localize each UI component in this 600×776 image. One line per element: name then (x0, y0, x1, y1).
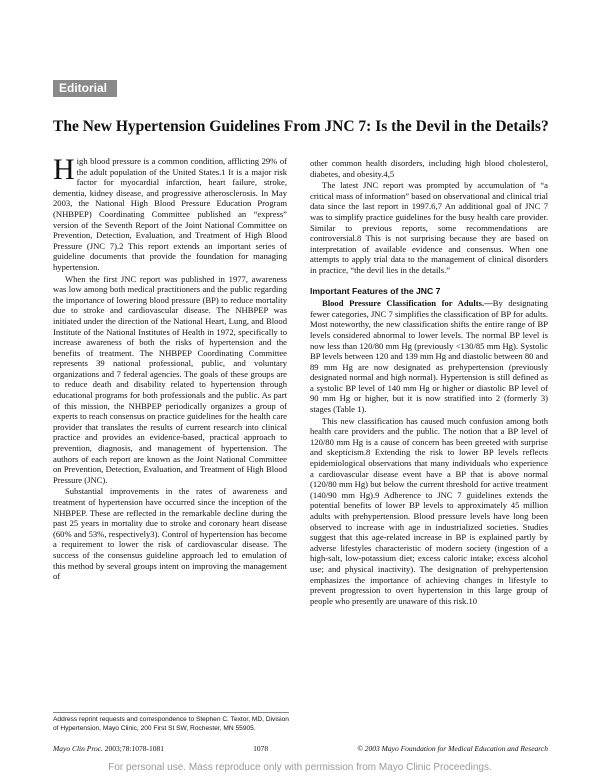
paragraph: Substantial improvements in the rates of awareness and treatment of hypertension have occurred since the inception of the NHBPEP. These are reflected in the remarkable decline during the past 25 years in mortality due to stroke and coronary heart disease (60% and 53%, respectively3). Control of hypertension has become a requirement to lower the risk of cardiovascular disease. The success of the consensus guideline approach led to emulation of this method by several groups intent on improving the management of (53, 486, 287, 582)
drop-cap: H (53, 153, 75, 186)
watermark: For personal use. Mass reproduce only with permission from Mayo Clinic Proceedings. (108, 762, 492, 773)
paragraph: other common health disorders, including high blood cholesterol, diabetes, and obesity.4,5 (310, 158, 548, 179)
copyright: © 2003 Mayo Foundation for Medical Education and Research (357, 744, 548, 753)
subsection-heading: Blood Pressure Classification for Adults.— (322, 298, 493, 309)
correspondence-footnote: Address reprint requests and correspondence to Stephen C. Textor, MD, Division of Hypertension, Mayo Clinic, 200 First St SW, Rochester, MN 55905. (53, 712, 289, 733)
section-heading: Important Features of the JNC 7 (310, 285, 441, 296)
left-column (53, 153, 287, 756)
section-tag: Editorial (53, 80, 117, 97)
paragraph: This new classification has caused much confusion among both health care providers and the public. The notion that a BP level of 120/80 mm Hg is a cause of concern has been greeted with surprise and skepticism.8 Extending the risk to lower BP levels reflects epidemiological observations that many individuals who experience a cardiovascular disease event have a BP that is above normal (120/80 mm Hg) but below the current threshold for active treatment (140/90 mm Hg).9 Adherence to JNC 7 guidelines extends the potential benefits of lower BP levels to approximately 45 million adults with prehypertension. Blood pressure levels have long been observed to increase with age in industrialized societies. Studies suggest that this age-related increase in BP is explained partly by adverse lifestyles characteristic of modern society (ingestion of a high-salt, low-potassium diet; excess caloric intake; excess alcohol use; and physical inactivity). The designation of prehypertension emphasizes the importance of achieving changes in lifestyle to prevent progression to overt hypertension in this large group of people who presently are unaware of this risk.10 (310, 415, 548, 606)
journal-citation: Mayo Clin Proc. 2003;78:1078-1081 (53, 744, 164, 753)
paragraph: High blood pressure is a common condition, afflicting 29% of the adult population of the United States.1 It is a major risk factor for myocardial infarction, heart failure, stroke, dementia, kidney disease, and progressive atherosclerosis. In May 2003, the National High Blood Pressure Education Program (NHBPEP) Coordinating Committee published an “express” version of the Seventh Report of the Joint National Committee on Prevention, Detection, Evaluation, and Treatment of High Blood Pressure (JNC 7).2 This report extends an important series of guideline documents that provide the foundation for managing hypertension. (53, 153, 287, 272)
page-footer (53, 744, 548, 753)
paragraph: Blood Pressure Classification for Adults.—By designating fewer categories, JNC 7 simplifies the classification of BP for adults. Most noteworthy, the new classification shifts the entire range of BP levels considered abnormal to lower levels. The normal BP level is now less than 120/80 mm Hg (previously <130/85 mm Hg). Systolic BP levels between 120 and 139 mm Hg and diastolic between 80 and 89 mm Hg are now designated as prehypertension (previously designated normal and high normal). Hypertension is still defined as a systolic BP level of 140 mm Hg or higher or diastolic BP level of 90 mm Hg or higher, but it is now stratified into 2 (formerly 3) stages (Table 1). (310, 298, 548, 415)
page-number: 1078 (253, 744, 269, 753)
paragraph: The latest JNC report was prompted by accumulation of “a critical mass of information” based on observational and clinical trial data since the last report in 1997.6,7 An additional goal of JNC 7 was to simplify practice guidelines for the busy health care provider. Similar to previous reports, some recommendations are controversial.8 This is not surprising because they are based on interpretation of available evidence and consensus. When one attempts to apply trial data to the management of clinical disorders in practice, “the devil lies in the details.” (310, 180, 548, 275)
right-column (310, 158, 548, 607)
article-title: The New Hypertension Guidelines From JNC 7: Is the Devil in the Details? (53, 118, 549, 135)
paragraph: When the first JNC report was published in 1977, awareness was low among both medical practitioners and the public regarding the importance of lowering blood pressure (BP) to reduce mortality due to stroke and cardiovascular disease. The NHBPEP was initiated under the direction of the National Heart, Lung, and Blood Institute of the National Institutes of Health in 1972, specifically to increase awareness of both the risks of hypertension and the benefits of treatment. The NHBPEP Coordinating Committee represents 39 national professional, public, and voluntary organizations and 7 federal agencies. The goals of these groups are to reduce death and disability related to hypertension through educational programs for both professionals and the public. As part of this mission, the NHBPEP periodically organizes a group of experts to reach consensus on practice guidelines for the health care provider that translates the results of current research into clinical practice and provides an evidence-based, practical approach to prevention, diagnosis, and management of hypertension. The authors of each report are known as the Joint National Committee on Prevention, Detection, Evaluation, and Treatment of High Blood Pressure (JNC). (53, 273, 287, 485)
